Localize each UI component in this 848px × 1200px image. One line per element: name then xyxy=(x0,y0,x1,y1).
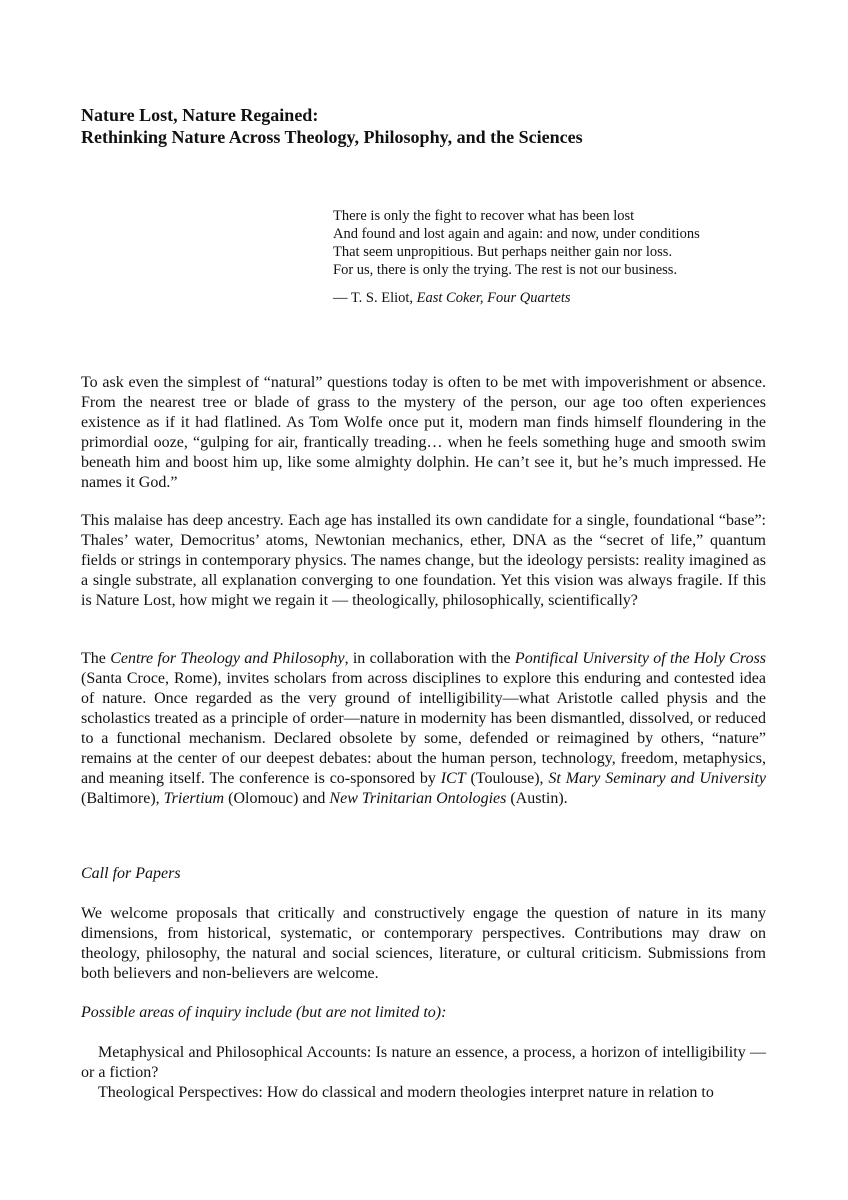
attribution-author: — T. S. Eliot, xyxy=(333,290,417,306)
title-line-2: Rethinking Nature Across Theology, Philosophy, and the Sciences xyxy=(81,127,583,147)
p3-text: (Olomouc) and xyxy=(224,790,330,807)
epigraph-line: And found and lost again and again: and now, under conditions xyxy=(333,226,700,242)
epigraph-line: That seem unpropitious. But perhaps neither gain nor loss. xyxy=(333,244,673,260)
call-for-papers-heading: Call for Papers xyxy=(81,865,181,882)
call-for-papers-paragraph: We welcome proposals that critically and constructively engage the question of nature in its many dimensions, from historical, systematic, or contemporary perspectives. Contributions may draw on theology, philosophy, the natural and social sciences, literature, or cultural criticism. Submissions from both believers and non-believers are welcome. xyxy=(81,905,766,982)
areas-intro: Possible areas of inquiry include (but are not limited to): xyxy=(81,1004,447,1021)
areas-list xyxy=(81,1043,766,1103)
ancestry-paragraph: This malaise has deep ancestry. Each age has installed its own candidate for a single, foundational “base”: Thales’ water, Democritus’ atoms, Newtonian mechanics, ether, DNA as the “secret of life,” quantum fields or strings in contemporary physics. The names change, but the ideology persists: reality imagined as a single substrate, all explanation converging to one foundation. Yet this vision was always fragile. If this is Nature Lost, how might we regain it — theologically, philosophically, scientifically? xyxy=(81,512,766,609)
list-item: Metaphysical and Philosophical Accounts: Is nature an essence, a process, a horizon of intelligibility — or a fiction? xyxy=(81,1044,766,1081)
epigraph-line: There is only the fight to recover what has been lost xyxy=(333,208,635,224)
new-trinitarian-ontologies-name: New Trinitarian Ontologies xyxy=(329,790,507,807)
intro-paragraph: To ask even the simplest of “natural” questions today is often to be met with impoverishment or absence. From the nearest tree or blade of grass to the mystery of the person, our age too often experiences existence as if it had flatlined. As Tom Wolfe once put it, modern man finds himself floundering in the primordial ooze, “gulping for air, frantically treading… when he feels something huge and smooth swim beneath him and boost him up, like some almighty dolphin. He can’t see it, but he’s much impressed. He names it God.” xyxy=(81,374,766,491)
p3-text: (Santa Croce, Rome), invites scholars from across disciplines to explore this enduring and contested idea of nature. Once regarded as the very ground of intelligibility—what Aristotle called physis and the scholastics treated as a principle of order—nature in modernity has been dismantled, dissolved, or reduced to a functional mechanism. Declared obsolete by some, defended or reimagined by others, “nature” remains at the center of our deepest debates: about the human person, technology, freedom, metaphysics, and meaning itself. The conference is co-sponsored by xyxy=(81,670,766,787)
triertium-name: Triertium xyxy=(163,790,225,807)
p3-text: The xyxy=(81,650,111,667)
st-mary-name: St Mary Seminary and University xyxy=(548,770,766,787)
document-title xyxy=(81,104,781,148)
centre-paragraph xyxy=(81,649,766,809)
pontifical-university-name: Pontifical University of the Holy Cross xyxy=(514,650,767,667)
title-line-1: Nature Lost, Nature Regained: xyxy=(81,105,319,125)
p3-text: , in collaboration with the xyxy=(344,650,515,667)
p3-text: (Austin). xyxy=(506,790,568,807)
epigraph-attribution xyxy=(333,289,793,307)
ict-name: ICT xyxy=(440,770,466,787)
list-item: Theological Perspectives: How do classical and modern theologies interpret nature in relation to xyxy=(98,1084,714,1101)
centre-name: Centre for Theology and Philosophy xyxy=(110,650,345,667)
attribution-work: East Coker, Four Quartets xyxy=(416,290,571,306)
p3-text: (Baltimore), xyxy=(81,790,164,807)
p3-text: (Toulouse), xyxy=(465,770,549,787)
epigraph-line: For us, there is only the trying. The rest is not our business. xyxy=(333,262,678,278)
epigraph xyxy=(333,207,793,307)
